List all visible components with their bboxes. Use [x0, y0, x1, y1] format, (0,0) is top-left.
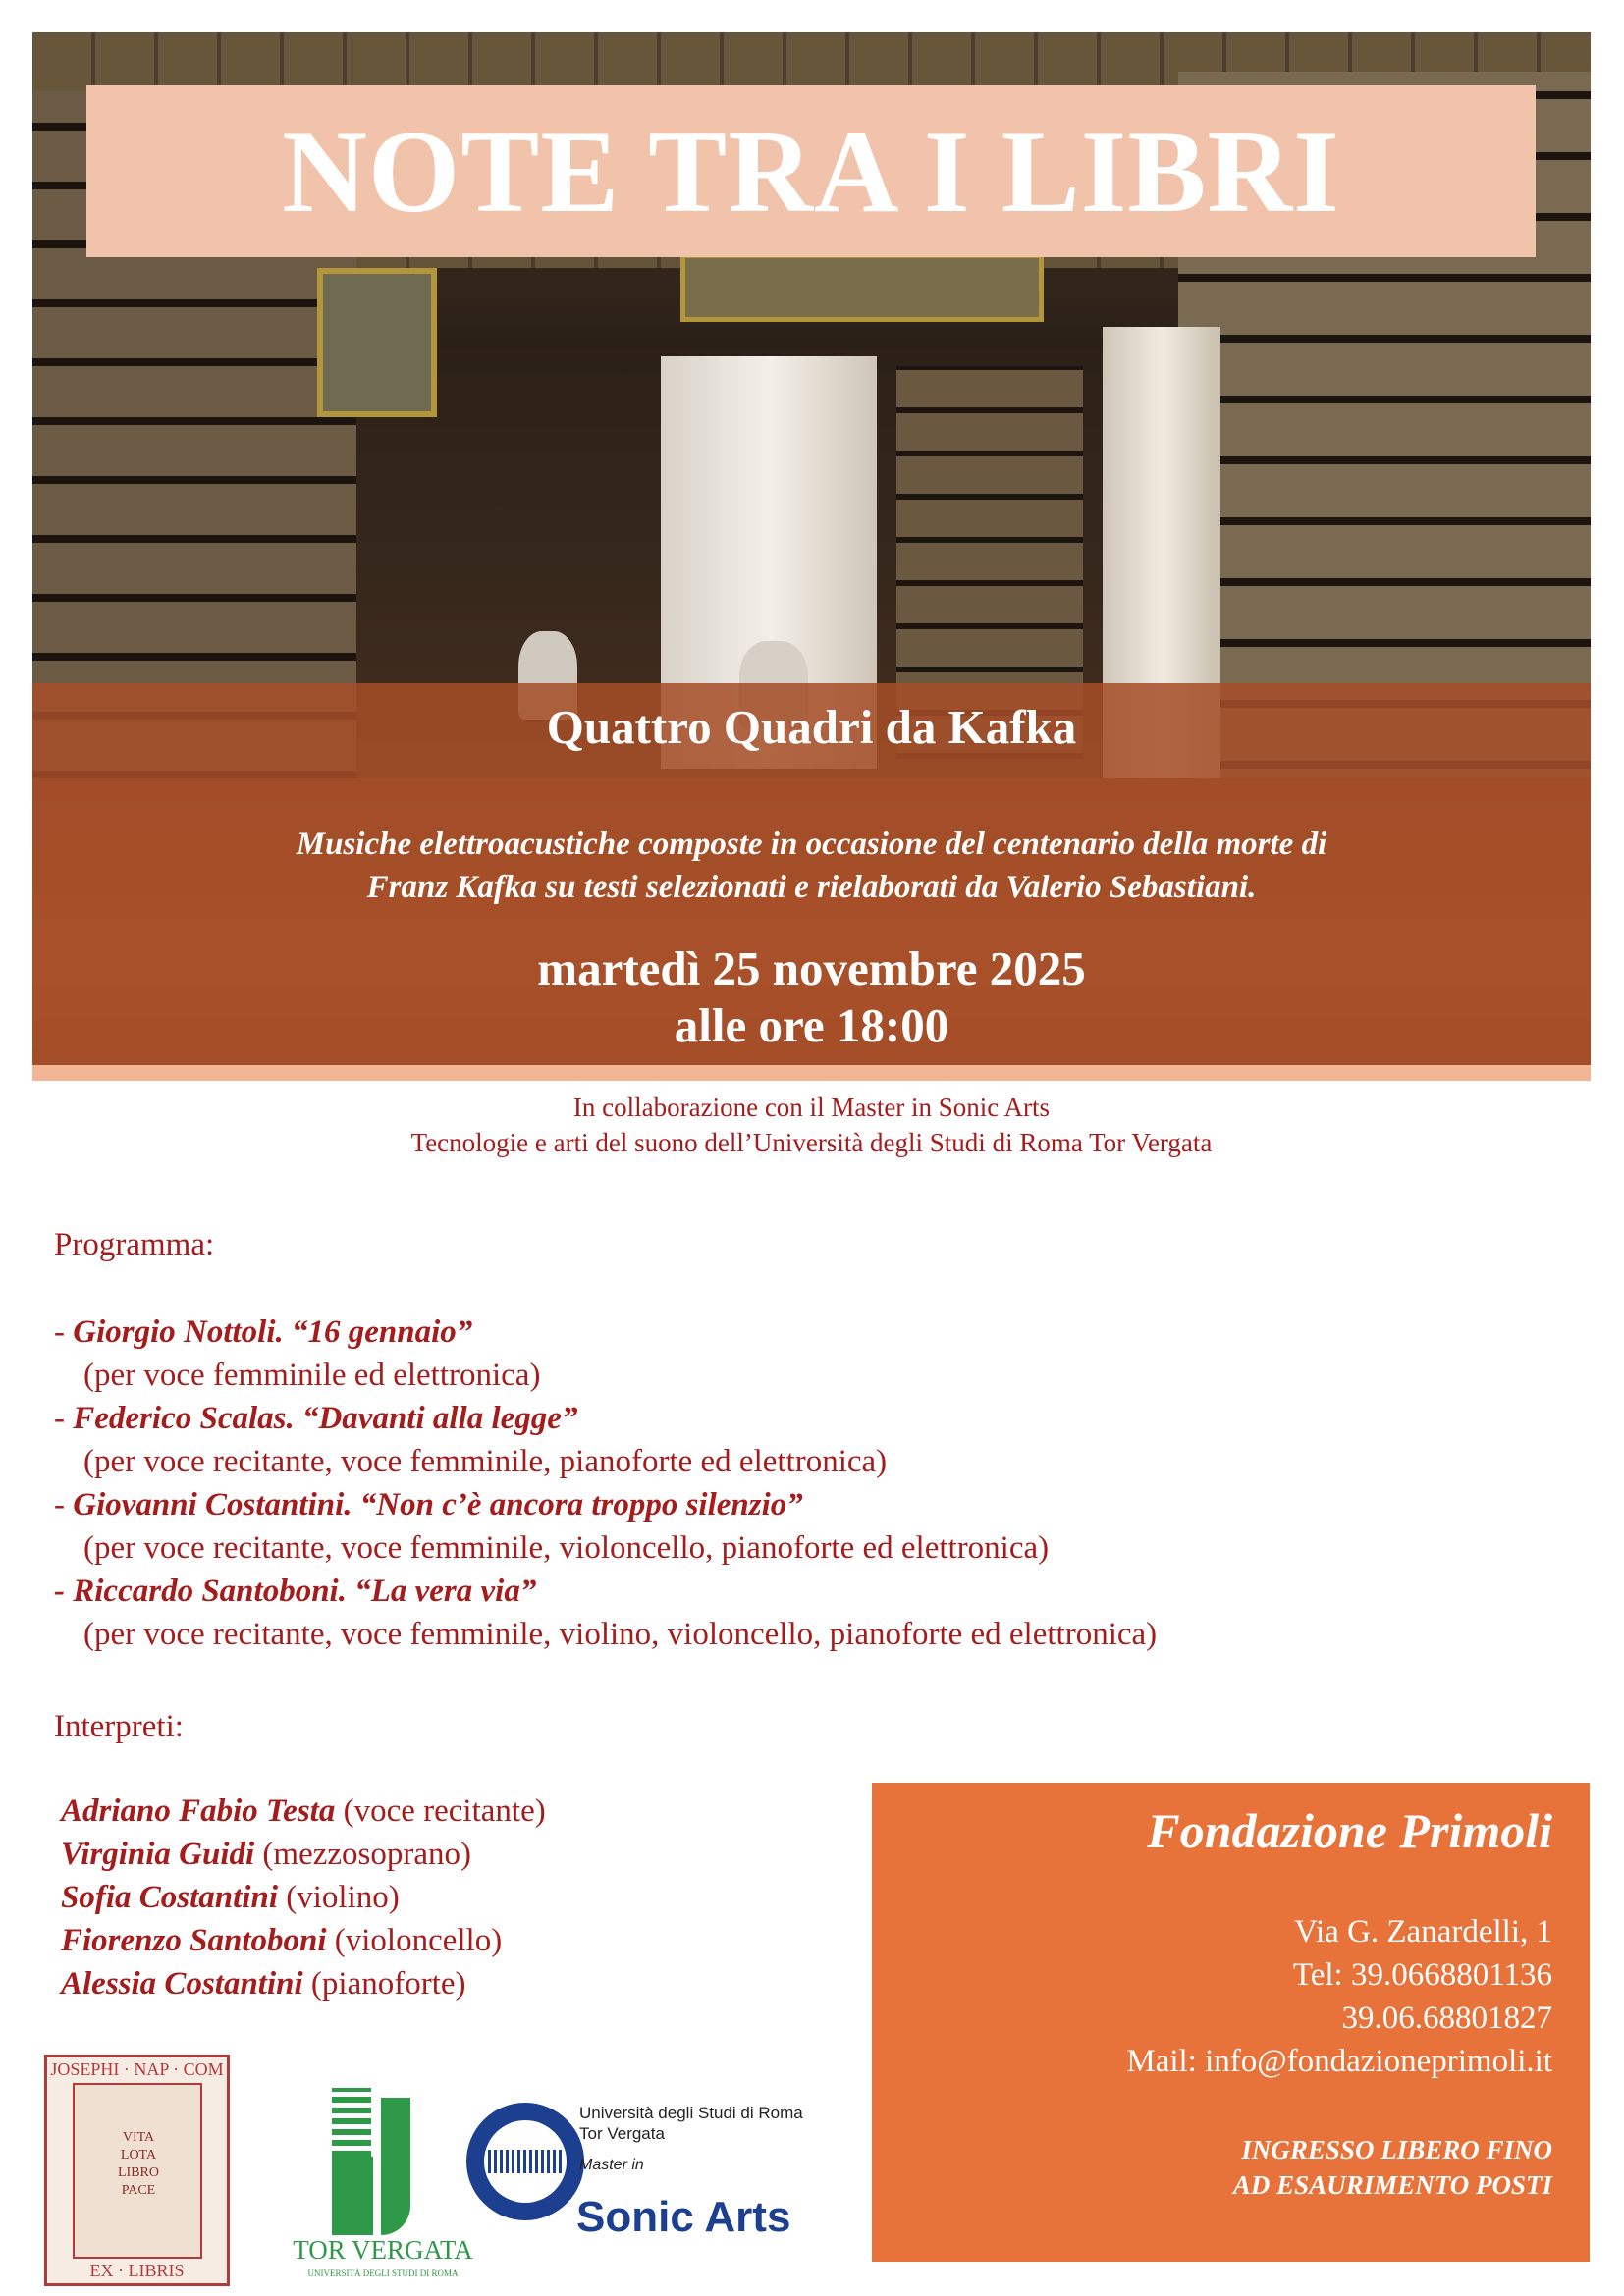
performer-role: (violoncello)	[326, 1923, 503, 1958]
exlibris-bottom-text: EX · LIBRIS	[89, 2261, 185, 2280]
foundation-address: Via G. Zanardelli, 1	[1294, 1914, 1552, 1949]
performer-name: Fiorenzo Santoboni	[61, 1923, 327, 1958]
program-item	[54, 1483, 1566, 1570]
exlibris-top-text: JOSEPHI · NAP · COM	[50, 2059, 224, 2079]
performer-item	[61, 1833, 895, 1876]
sonic-master-label: Master in	[579, 2157, 644, 2173]
program-item-title: Giovanni Costantini. “Non c’è ancora troppo silenzio”	[73, 1487, 803, 1522]
free-entry-note	[1233, 2132, 1552, 2203]
note-line: INGRESSO LIBERO FINO	[1241, 2135, 1552, 2164]
event-date	[32, 940, 1591, 1054]
performer-name: Adriano Fabio Testa	[61, 1793, 336, 1829]
tor-vergata-logo-shape	[381, 2098, 410, 2235]
collab-line: Tecnologie e arti del suono dell’Università degli Studi di Roma Tor Vergata	[410, 1128, 1213, 1157]
painting	[317, 268, 437, 417]
program-item-prefix: -	[54, 1574, 74, 1609]
sonic-university-line: Università degli Studi di Roma	[579, 2104, 803, 2122]
foundation-email: Mail: info@fondazioneprimoli.it	[1126, 2044, 1552, 2079]
sonic-university	[579, 2103, 803, 2144]
event-description	[79, 823, 1544, 909]
tor-vergata-logo-bars	[332, 2088, 371, 2157]
foundation-phone: Tel: 39.0668801136	[1292, 1957, 1552, 1993]
performers-list	[61, 1789, 895, 2005]
note-line: AD ESAURIMENTO POSTI	[1232, 2170, 1552, 2200]
tor-vergata-logo-shape	[332, 2157, 373, 2235]
painting	[680, 253, 1044, 322]
program-item	[54, 1397, 1566, 1483]
program-item-title: Federico Scalas. “Davanti alla legge”	[73, 1401, 578, 1436]
performers-heading: Interpreti:	[54, 1709, 184, 1744]
program-item-prefix: -	[54, 1487, 74, 1522]
program-item	[54, 1310, 1566, 1397]
program-item-details: (per voce recitante, voce femminile, violino, violoncello, pianoforte ed elettronica)	[83, 1617, 1158, 1652]
tor-vergata-sublabel: UNIVERSITÀ DEGLI STUDI DI ROMA	[307, 2269, 459, 2278]
performer-name: Sofia Costantini	[61, 1880, 278, 1915]
foundation-name: Fondazione Primoli	[1147, 1803, 1552, 1858]
date-line: martedì 25 novembre 2025	[537, 941, 1086, 995]
poster-title: NOTE TRA I LIBRI	[282, 106, 1340, 237]
foundation-info-box	[872, 1783, 1590, 2262]
foundation-contacts	[1126, 1910, 1552, 2083]
program-item	[54, 1570, 1566, 1656]
program-item-prefix: -	[54, 1314, 74, 1350]
performer-name: Alessia Costantini	[61, 1966, 303, 2002]
performer-item	[61, 1962, 895, 2005]
exlibris-center-text: VITA LOTA LIBRO PACE	[118, 2130, 159, 2198]
description-line: Franz Kafka su testi selezionati e rielaborati da Valerio Sebastiani.	[366, 870, 1257, 905]
collaboration-note	[32, 1090, 1591, 1160]
sonic-arts-logo	[466, 2103, 839, 2250]
sonic-university-line: Tor Vergata	[579, 2124, 665, 2143]
program-item-title: Giorgio Nottoli. “16 gennaio”	[73, 1314, 473, 1350]
tor-vergata-logo	[285, 2088, 473, 2284]
program-item-details: (per voce recitante, voce femminile, pianoforte ed elettronica)	[83, 1444, 888, 1479]
description-line: Musiche elettroacustiche composte in occasione del centenario della morte di	[296, 827, 1327, 862]
performer-name: Virginia Guidi	[61, 1837, 255, 1872]
foundation-phone: 39.06.68801827	[1341, 2001, 1552, 2036]
program-item-title: Riccardo Santoboni. “La vera via”	[73, 1574, 537, 1609]
band-separator	[32, 1065, 1591, 1081]
program-heading: Programma:	[54, 1227, 215, 1262]
performer-role: (violino)	[278, 1880, 400, 1915]
ex-libris-primoli-logo	[44, 2055, 230, 2286]
program-list	[54, 1310, 1566, 1656]
program-item-details: (per voce recitante, voce femminile, violoncello, pianoforte ed elettronica)	[83, 1530, 1050, 1566]
tor-vergata-label: TOR VERGATA	[293, 2235, 473, 2265]
performer-item	[61, 1789, 895, 1833]
performer-role: (pianoforte)	[302, 1966, 466, 2002]
exlibris-inner-frame	[73, 2083, 202, 2259]
collab-line: In collaborazione con il Master in Sonic Arts	[572, 1093, 1051, 1122]
program-item-details: (per voce femminile ed elettronica)	[83, 1358, 541, 1393]
event-subtitle: Quattro Quadri da Kafka	[546, 700, 1077, 754]
performer-role: (mezzosoprano)	[254, 1837, 471, 1872]
time-line: alle ore 18:00	[674, 998, 949, 1052]
waveform-icon	[488, 2150, 563, 2173]
program-item-prefix: -	[54, 1401, 74, 1436]
performer-role: (voce recitante)	[335, 1793, 546, 1829]
performer-item	[61, 1919, 895, 1962]
sonic-arts-name: Sonic Arts	[576, 2193, 791, 2241]
performer-item	[61, 1876, 895, 1919]
